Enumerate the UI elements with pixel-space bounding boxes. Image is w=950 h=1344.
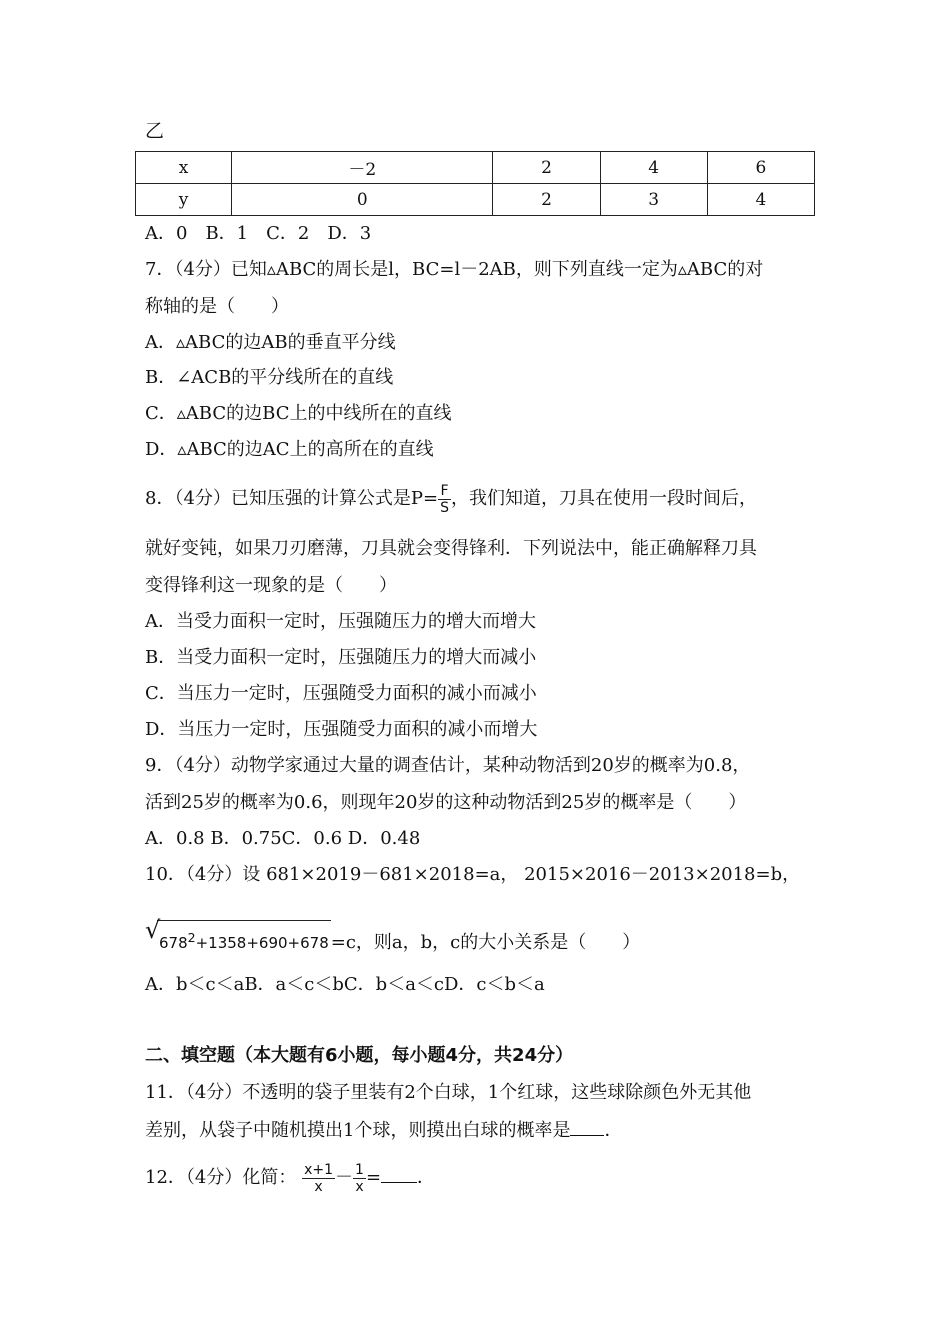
q7-option-d: D．▵ABC的边AC上的高所在的直线 [145, 439, 434, 460]
q10-stem-line2 [145, 916, 641, 958]
table-cell: 4 [707, 184, 814, 216]
q10-line2-suffix: =c，则a，b，c的大小关系是（ ） [330, 932, 641, 953]
q8-stem-line2: 就好变钝，如果刀刃磨薄，刀具就会变得锋利．下列说法中，能正确解释刀具 [145, 538, 757, 559]
q7-stem-line1: 7．（4分）已知▵ABC的周长是l，BC=l－2AB，则下列直线一定为▵ABC的对 [145, 259, 764, 280]
q8-suffix: ，我们知道，刀具在使用一段时间后， [451, 488, 757, 509]
q10-stem-line1: 10．（4分）设 681×2019－681×2018=a， 2015×2016－2013×2018=b， [145, 864, 801, 885]
fraction-denominator: x [355, 1178, 364, 1195]
table-cell: x [136, 152, 232, 184]
q8-option-b: B．当受力面积一定时，压强随压力的增大而减小 [145, 647, 537, 668]
q12-stem: 12．（4分）化简： $\frac{x+1}{x}$ － $\frac{1}{x}$ = ． [145, 1161, 436, 1195]
q6-options: A．0 B．1 C．2 D．3 [145, 223, 372, 244]
table-cell: 4 [600, 152, 707, 184]
fraction-numerator: F [438, 483, 451, 500]
q8-stem-line3: 变得锋利这一现象的是（ ） [145, 575, 397, 596]
q8-prefix: 8．（4分）已知压强的计算公式是P= [145, 488, 439, 509]
fraction-1-over-x [353, 1162, 366, 1195]
table-cell: y [136, 184, 232, 216]
q11-stem-line1: 11．（4分）不透明的袋子里装有2个白球，1个红球，这些球除颜色外无其他 [145, 1082, 752, 1103]
fraction-x-plus-1-over-x [302, 1162, 335, 1195]
table-cell: 3 [600, 184, 707, 216]
q10-options: A．b＜c＜aB．a＜c＜bC．b＜a＜cD．c＜b＜a [145, 974, 545, 995]
q8-option-a: A．当受力面积一定时，压强随压力的增大而增大 [145, 611, 536, 632]
fraction-denominator: S [440, 499, 449, 516]
q9-stem-line2: 活到25岁的概率为0.6，则现年20岁的这种动物活到25岁的概率是（ ） [145, 792, 747, 813]
q8-option-c: C．当压力一定时，压强随受力面积的减小而减小 [145, 683, 537, 704]
q11-stem-line2: 差别，从袋子中随机摸出1个球，则摸出白球的概率是 ． [145, 1120, 623, 1141]
table-cell: 2 [493, 184, 600, 216]
table-row [136, 184, 815, 216]
xy-table [135, 151, 815, 216]
answer-blank [381, 1166, 417, 1183]
pressure-fraction [438, 483, 451, 516]
sqrt-radicand: $678^2+1358+690+678$ [157, 920, 331, 958]
fraction-denominator: x [314, 1178, 323, 1195]
section-heading: 二、填空题（本大题有6小题，每小题4分，共24分） [145, 1045, 574, 1066]
q7-option-c: C．▵ABC的边BC上的中线所在的直线 [145, 403, 452, 424]
table-cell: 6 [707, 152, 814, 184]
table-row [136, 152, 815, 184]
table-cell: 2 [493, 152, 600, 184]
fraction-numerator: x+1 [304, 1161, 334, 1178]
table-cell: 0 [232, 184, 493, 216]
fraction-numerator: 1 [355, 1161, 364, 1178]
q7-option-a: A．▵ABC的边AB的垂直平分线 [145, 332, 396, 353]
table-cell: －2 [232, 152, 493, 184]
q9-stem-line1: 9．（4分）动物学家通过大量的调查估计，某种动物活到20岁的概率为0.8， [145, 755, 751, 776]
q7-option-b: B．∠ACB的平分线所在的直线 [145, 367, 394, 388]
q8-stem-line1 [145, 480, 757, 520]
q9-options: A．0.8 B．0.75C．0.6 D．0.48 [145, 828, 421, 849]
intro-label: 乙 [145, 120, 165, 142]
sqrt-icon: √ [145, 916, 161, 944]
equals-sign: = [365, 1167, 382, 1188]
q8-option-d: D．当压力一定时，压强随受力面积的减小而增大 [145, 719, 538, 740]
answer-blank [570, 1119, 604, 1136]
q7-stem-line2: 称轴的是（ ） [145, 296, 289, 317]
sqrt-expression [145, 916, 331, 958]
minus-sign: － [335, 1167, 354, 1188]
